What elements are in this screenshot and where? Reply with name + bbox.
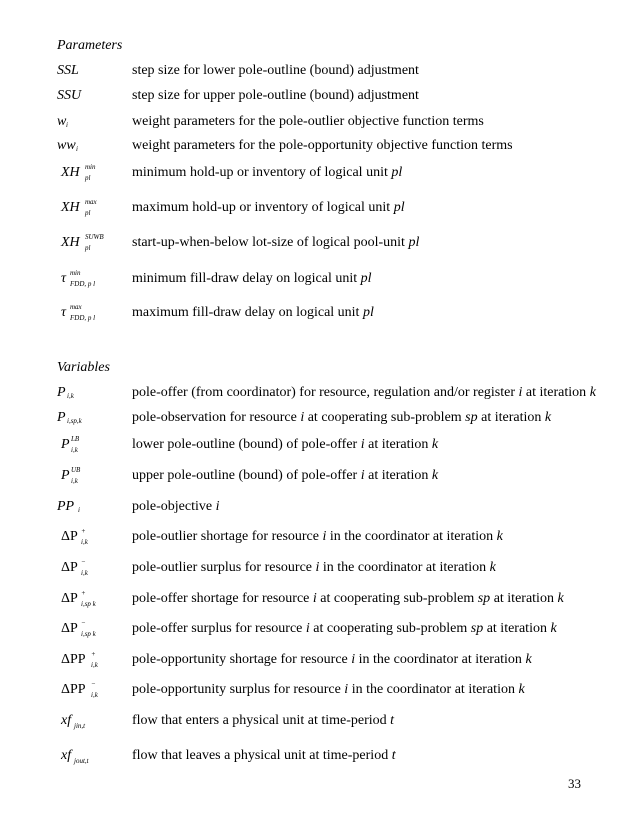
symbol-base: XH <box>61 200 80 215</box>
description-symbol: k <box>431 437 439 452</box>
description-symbol: i <box>305 621 310 636</box>
variable-row <box>57 645 597 675</box>
symbol-subscript: i,k <box>91 661 98 669</box>
description <box>132 682 525 698</box>
description <box>132 468 438 484</box>
description-symbol: i <box>518 385 523 400</box>
description-text: pole-offer shortage for resource <box>132 591 313 606</box>
description-text: pole-offer (from coordinator) for resource, regulation and/or register <box>132 385 519 400</box>
parameter-row <box>57 264 597 294</box>
symbol-superscript: SUWB <box>85 233 104 241</box>
symbol-superscript: max <box>85 198 97 206</box>
description-symbol: t <box>390 713 395 728</box>
description-text: maximum fill-draw delay on logical unit <box>132 305 363 320</box>
variable-row <box>57 461 597 491</box>
description-text: at iteration <box>477 410 545 425</box>
description-text: weight parameters for the pole-opportunity objective function terms <box>132 138 513 153</box>
symbol <box>57 675 132 705</box>
symbol-subscript: i <box>66 121 68 129</box>
symbol <box>57 228 132 258</box>
description-text: minimum fill-draw delay on logical unit <box>132 271 361 286</box>
symbol-base: w <box>57 114 67 129</box>
variable-row <box>57 741 597 771</box>
description <box>132 63 419 79</box>
symbol-base: XH <box>61 165 80 180</box>
description <box>132 235 419 251</box>
description-text: minimum hold-up or inventory of logical unit <box>132 165 392 180</box>
description-text: step size for lower pole-outline (bound) adjustment <box>132 63 419 78</box>
description <box>132 713 394 729</box>
symbol-base: τ <box>61 305 67 320</box>
description <box>132 748 396 764</box>
variables-heading: Variables <box>57 360 110 375</box>
symbol-base: P <box>61 468 70 483</box>
symbol-superscript: min <box>85 163 96 171</box>
symbol <box>57 584 132 614</box>
description-text: step size for upper pole-outline (bound) adjustment <box>132 88 419 103</box>
parameter-row <box>57 298 597 328</box>
symbol-superscript: min <box>70 269 81 277</box>
description <box>132 88 419 104</box>
symbol-superscript: + <box>81 527 86 535</box>
description-symbol: k <box>525 652 532 667</box>
description-symbol: pl <box>360 271 372 286</box>
symbol-base: ΔP <box>61 529 78 544</box>
description-text: at iteration <box>364 468 432 483</box>
symbol-base: PP <box>57 499 75 514</box>
symbol-base: XH <box>61 235 80 250</box>
description-symbol: i <box>215 499 220 514</box>
symbol-subscript: jin,t <box>74 722 86 730</box>
description-symbol: i <box>344 682 349 697</box>
description <box>132 591 564 607</box>
description-symbol: i <box>360 437 365 452</box>
description <box>132 271 372 287</box>
description-text: in the coordinator at iteration <box>319 560 490 575</box>
description-symbol: i <box>360 468 365 483</box>
symbol-subscript: i <box>78 506 80 514</box>
variable-row <box>57 706 597 736</box>
symbol-base: P <box>57 410 66 425</box>
symbol-base: ΔP <box>61 591 78 606</box>
symbol-base: P <box>57 385 66 400</box>
description-text: in the coordinator at iteration <box>348 682 519 697</box>
symbol-subscript: i,k <box>71 446 78 454</box>
variable-row <box>57 522 597 552</box>
description <box>132 621 557 637</box>
description <box>132 165 402 181</box>
symbol <box>57 645 132 675</box>
description-text: at cooperating sub-problem <box>316 591 478 606</box>
symbol-subscript: i,k <box>81 569 88 577</box>
description-text: at iteration <box>483 621 551 636</box>
description <box>132 305 374 321</box>
symbol-subscript: i,sp k <box>81 630 96 638</box>
description-text: flow that leaves a physical unit at time-period <box>132 748 392 763</box>
description-text: in the coordinator at iteration <box>355 652 526 667</box>
description <box>132 652 532 668</box>
description <box>132 114 484 130</box>
description-symbol: sp <box>465 410 478 425</box>
symbol <box>57 706 132 736</box>
parameters-heading: Parameters <box>57 38 123 53</box>
description-text: upper pole-outline (bound) of pole-offer <box>132 468 361 483</box>
description-text: maximum hold-up or inventory of logical unit <box>132 200 394 215</box>
description-symbol: i <box>312 591 317 606</box>
variable-row <box>57 614 597 644</box>
description-symbol: k <box>557 591 564 606</box>
symbol-superscript: − <box>91 680 96 688</box>
description-text: at iteration <box>490 591 558 606</box>
variable-row <box>57 492 597 522</box>
variable-row <box>57 553 597 583</box>
description-text: pole-outlier shortage for resource <box>132 529 323 544</box>
symbol-base: τ <box>61 271 67 286</box>
description <box>132 385 596 401</box>
symbol-base: xf <box>61 748 72 763</box>
description-symbol: pl <box>391 165 403 180</box>
variable-row <box>57 430 597 460</box>
description <box>132 529 503 545</box>
symbol-subscript: pl <box>85 244 91 252</box>
variable-row <box>57 403 597 433</box>
symbol-base: P <box>61 437 70 452</box>
description-text: pole-opportunity surplus for resource <box>132 682 345 697</box>
description-symbol: k <box>550 621 557 636</box>
description <box>132 499 219 515</box>
description-symbol: sp <box>470 621 484 636</box>
symbol-superscript: − <box>81 558 86 566</box>
symbol-base: ΔP <box>61 621 78 636</box>
symbol-subscript: i,k <box>81 538 88 546</box>
description-text: at iteration <box>522 385 590 400</box>
description <box>132 410 551 426</box>
symbol-base: ww <box>57 138 76 153</box>
description-text: weight parameters for the pole-outlier objective function terms <box>132 114 484 129</box>
symbol-base: SSU <box>57 88 82 103</box>
description-symbol: k <box>496 529 503 544</box>
variable-row <box>57 584 597 614</box>
symbol-base: ΔPP <box>61 682 86 697</box>
symbol-subscript: pl <box>85 174 91 182</box>
symbol <box>57 430 132 460</box>
symbol-superscript: + <box>81 589 86 597</box>
symbol-subscript: i,sp k <box>81 600 96 608</box>
description-symbol: t <box>391 748 396 763</box>
symbol-subscript: i,sp,k <box>67 417 82 425</box>
description-symbol: pl <box>408 235 420 250</box>
description-symbol: k <box>589 385 596 400</box>
symbol-subscript: FDD, p l <box>70 314 96 322</box>
description-text: at cooperating sub-problem <box>309 621 471 636</box>
symbol <box>57 403 132 433</box>
description-text: at cooperating sub-problem <box>304 410 466 425</box>
parameter-row <box>57 158 597 188</box>
symbol-subscript: pl <box>85 209 91 217</box>
symbol-superscript: + <box>91 650 96 658</box>
symbol <box>57 461 132 491</box>
symbol-base: ΔPP <box>61 652 86 667</box>
description <box>132 437 438 453</box>
symbol <box>57 553 132 583</box>
symbol <box>57 131 132 161</box>
description <box>132 138 513 154</box>
symbol <box>57 158 132 188</box>
symbol-base: ΔP <box>61 560 78 575</box>
symbol-subscript: i,k <box>71 477 78 485</box>
symbol-subscript: i,k <box>91 691 98 699</box>
symbol <box>57 522 132 552</box>
description <box>132 200 405 216</box>
description-text: start-up-when-below lot-size of logical pool-unit <box>132 235 409 250</box>
symbol-base: SSL <box>57 63 79 78</box>
page-number: 33 <box>568 776 581 791</box>
description-symbol: k <box>431 468 439 483</box>
symbol-base: xf <box>61 713 72 728</box>
symbol <box>57 298 132 328</box>
symbol-superscript: LB <box>71 435 80 443</box>
symbol-subscript: i,k <box>67 392 74 400</box>
description-symbol: k <box>544 410 552 425</box>
description-symbol: i <box>315 560 320 575</box>
symbol-subscript: i <box>76 145 78 153</box>
description-text: pole-outlier surplus for resource <box>132 560 316 575</box>
symbol-subscript: jout,t <box>74 757 89 765</box>
description-text: flow that enters a physical unit at time-period <box>132 713 391 728</box>
description-text: lower pole-outline (bound) of pole-offer <box>132 437 361 452</box>
description-text: pole-offer surplus for resource <box>132 621 306 636</box>
description-text: in the coordinator at iteration <box>326 529 497 544</box>
symbol <box>57 193 132 223</box>
symbol-superscript: − <box>81 619 86 627</box>
description-symbol: i <box>351 652 356 667</box>
description-text: pole-opportunity shortage for resource <box>132 652 352 667</box>
symbol <box>57 264 132 294</box>
symbol <box>57 741 132 771</box>
symbol <box>57 614 132 644</box>
description-text: pole-objective <box>132 499 216 514</box>
description-symbol: sp <box>477 591 491 606</box>
description-symbol: i <box>322 529 327 544</box>
parameter-row <box>57 228 597 258</box>
description-text: at iteration <box>364 437 432 452</box>
description-symbol: k <box>518 682 525 697</box>
description-text: pole-observation for resource <box>132 410 301 425</box>
description <box>132 560 496 576</box>
parameter-row <box>57 193 597 223</box>
symbol-superscript: UB <box>71 466 81 474</box>
description-symbol: i <box>300 410 305 425</box>
symbol-subscript: FDD, p l <box>70 280 96 288</box>
description-symbol: k <box>489 560 496 575</box>
description-symbol: pl <box>362 305 374 320</box>
parameter-row <box>57 131 597 161</box>
variable-row <box>57 675 597 705</box>
symbol-superscript: max <box>70 303 82 311</box>
symbol <box>57 492 132 522</box>
description-symbol: pl <box>393 200 405 215</box>
